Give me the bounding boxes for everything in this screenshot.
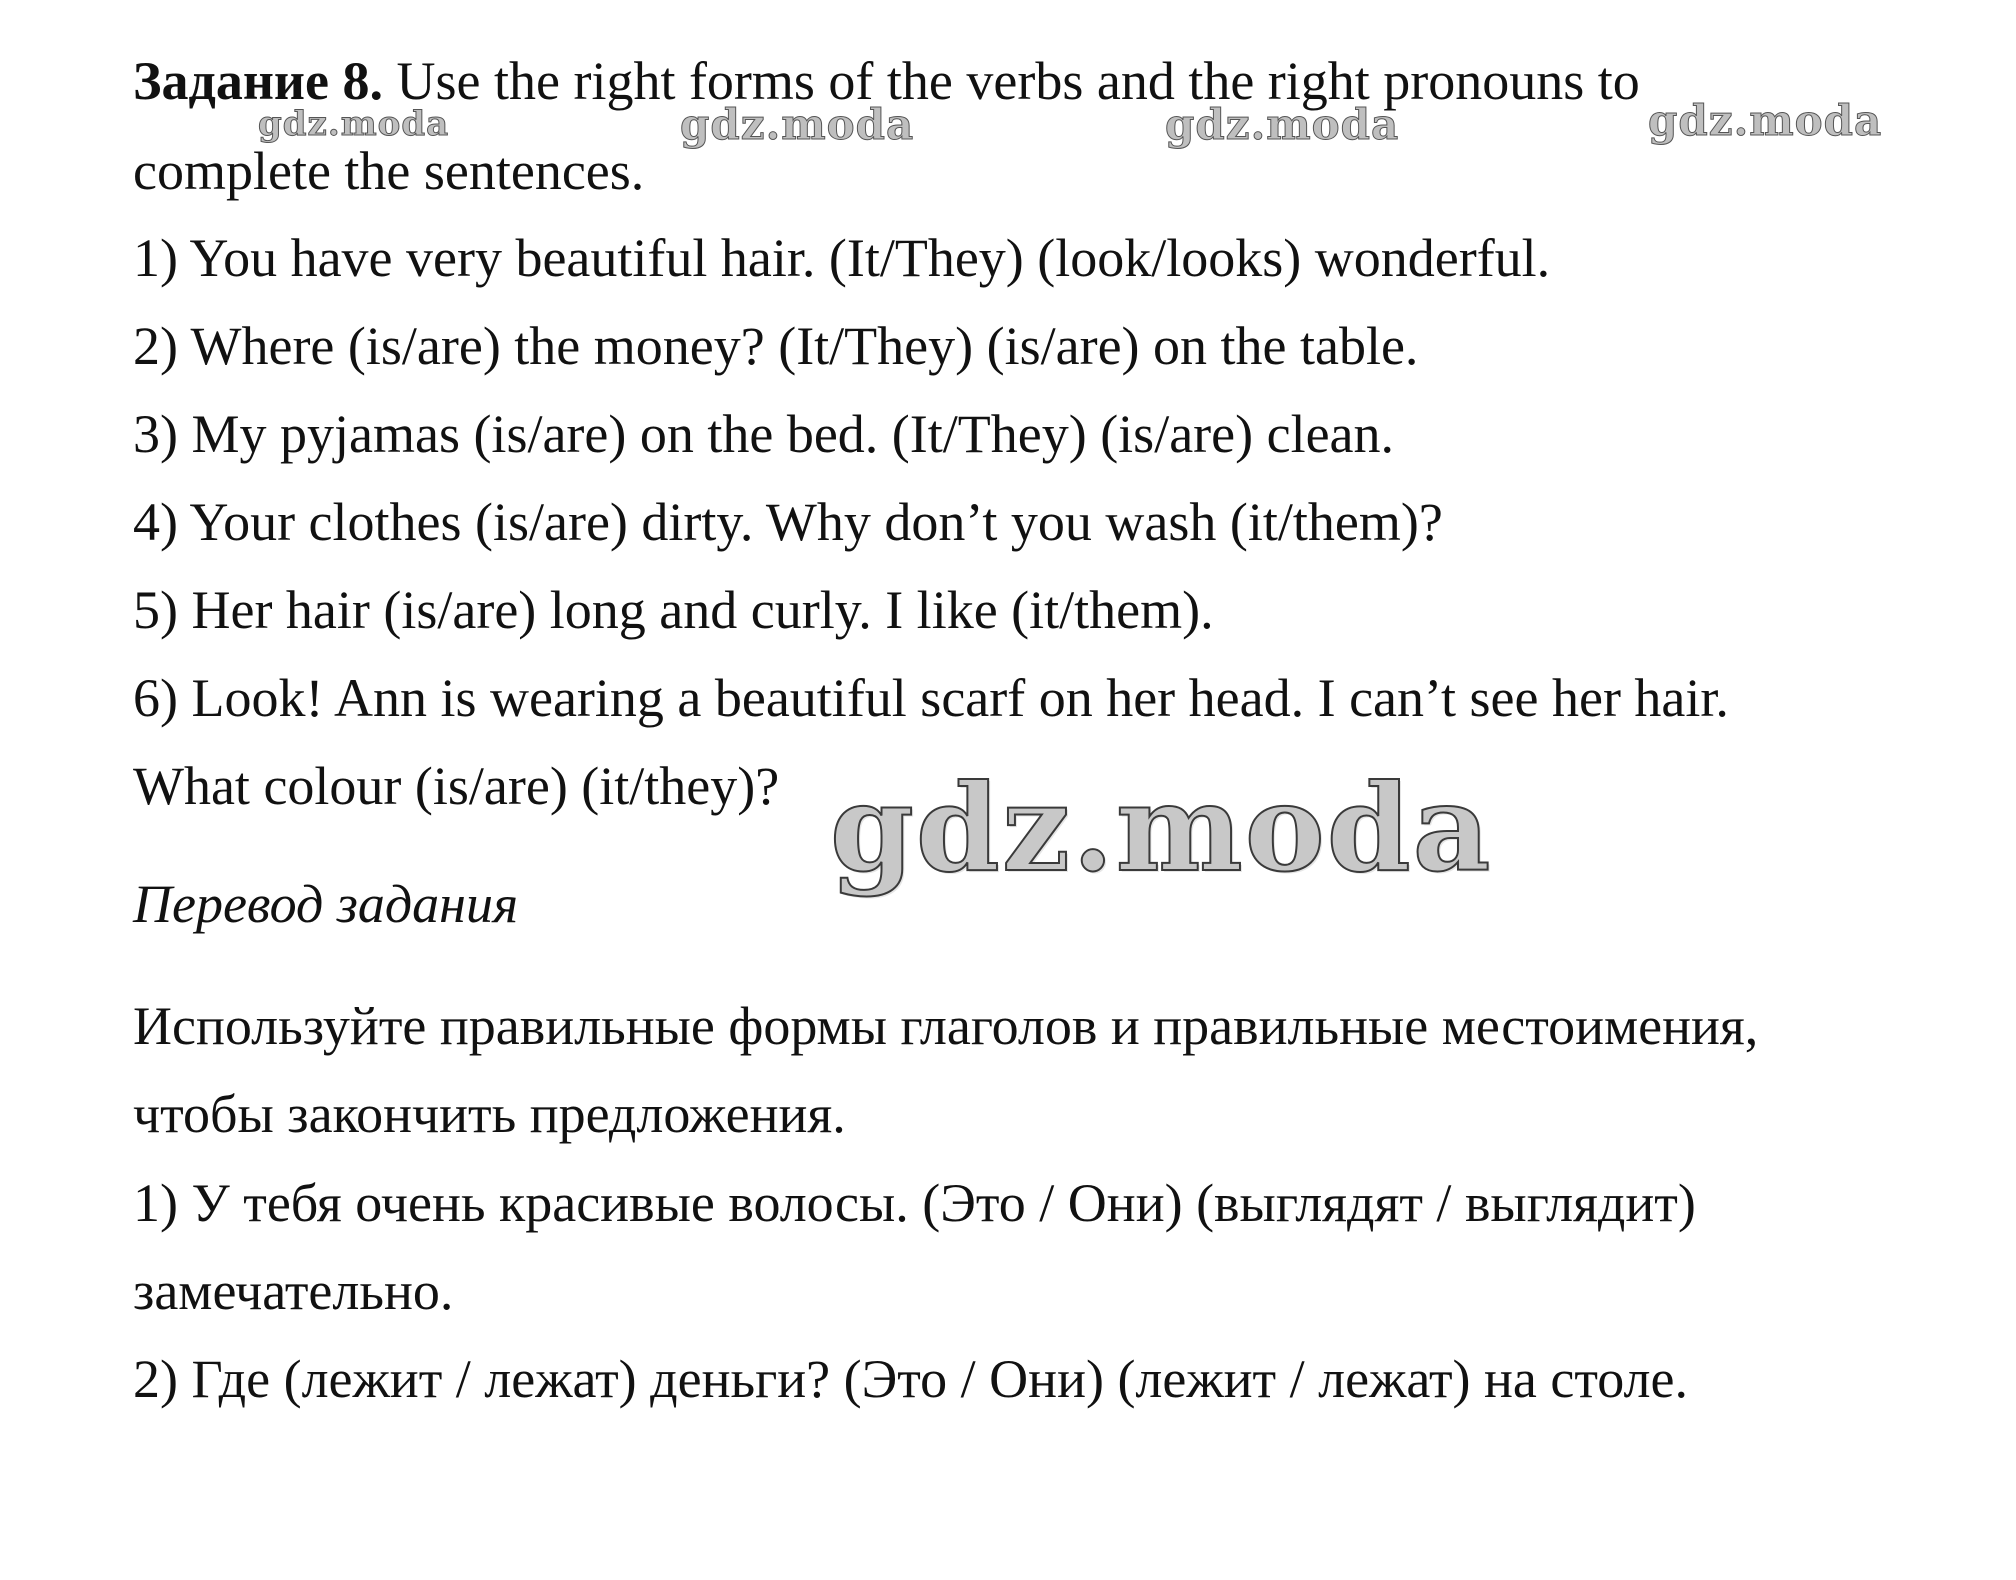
translation-heading: Перевод задания xyxy=(133,874,519,934)
translation-intro-line-1: Используйте правильные формы глаголов и правильные местоимения, xyxy=(133,996,1759,1056)
translation-item-1-continuation: замечательно. xyxy=(133,1261,454,1321)
watermark-logo: gdz.moda xyxy=(680,100,915,149)
watermark-logo-large: gdz.moda xyxy=(830,758,1493,899)
translation-item-1: 1) У тебя очень красивые волосы. (Это / Они) (выглядят / выглядит) xyxy=(133,1173,1696,1233)
task-item-1: 1) You have very beautiful hair. (It/They) (look/looks) wonderful. xyxy=(133,228,1551,288)
task-label: Задание 8. xyxy=(133,51,384,111)
task-item-6: 6) Look! Ann is wearing a beautiful scarf on her head. I can’t see her hair. xyxy=(133,668,1729,728)
task-item-6-continuation: What colour (is/are) (it/they)? xyxy=(133,756,780,816)
watermark-logo: gdz.moda xyxy=(1648,96,1883,145)
watermark-logo: gdz.moda xyxy=(1165,100,1400,149)
translation-item-2: 2) Где (лежит / лежат) деньги? (Это / Они) (лежит / лежат) на столе. xyxy=(133,1349,1688,1409)
task-item-3: 3) My pyjamas (is/are) on the bed. (It/They) (is/are) clean. xyxy=(133,404,1395,464)
task-item-4: 4) Your clothes (is/are) dirty. Why don’t you wash (it/them)? xyxy=(133,492,1443,552)
task-item-2: 2) Where (is/are) the money? (It/They) (is/are) on the table. xyxy=(133,316,1419,376)
task-item-5: 5) Her hair (is/are) long and curly. I like (it/them). xyxy=(133,580,1214,640)
watermark-logo: gdz.moda xyxy=(258,104,450,144)
task-title-continuation: complete the sentences. xyxy=(133,141,645,201)
translation-intro-line-2: чтобы закончить предложения. xyxy=(133,1084,846,1144)
task-title-text: Use the right forms of the verbs and the right pronouns to xyxy=(383,51,1640,111)
